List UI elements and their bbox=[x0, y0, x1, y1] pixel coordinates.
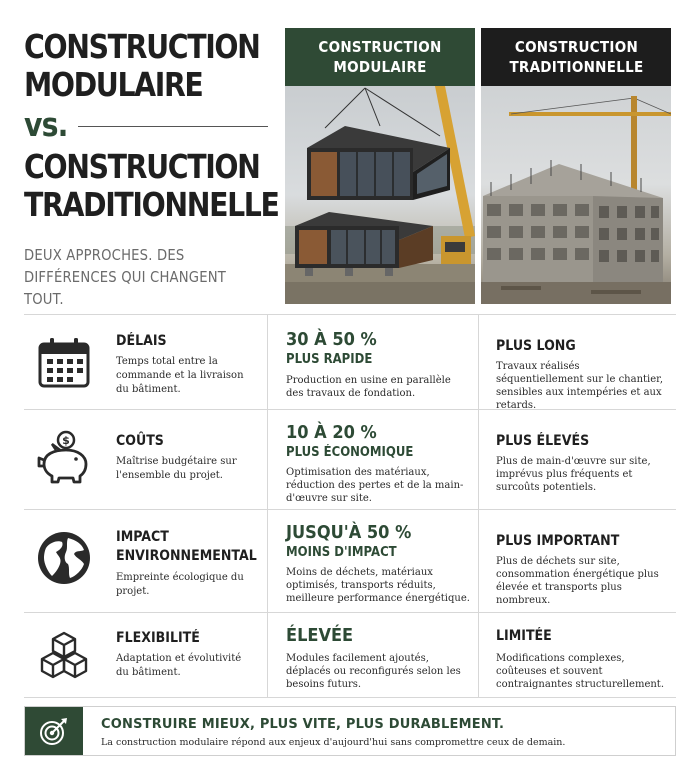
subtitle: DEUX APPROCHES. DES DIFFÉRENCES QUI CHANGENT TOUT. bbox=[24, 246, 227, 308]
row-title: FLEXIBILITÉ bbox=[116, 630, 200, 646]
title-line-1: CONSTRUCTION bbox=[24, 27, 260, 66]
modular-value: 30 À 50 % bbox=[286, 329, 377, 350]
traditional-description: Travaux réalisés séquentiellement sur le chantier, sensibles aux intempéries et aux retards. bbox=[496, 361, 664, 411]
svg-text:$: $ bbox=[62, 434, 70, 447]
traditional-construction-photo bbox=[481, 86, 671, 304]
column-header-modular bbox=[285, 28, 475, 86]
column-divider bbox=[267, 510, 268, 612]
modular-value-sub: PLUS RAPIDE bbox=[286, 352, 373, 367]
target-icon bbox=[39, 716, 69, 746]
column-header-modular-label: CONSTRUCTION MODULAIRE bbox=[318, 38, 442, 76]
column-header-traditional bbox=[481, 28, 671, 86]
row-title: DÉLAIS bbox=[116, 333, 167, 349]
main-title bbox=[24, 27, 279, 224]
vs-label: vs. bbox=[24, 105, 68, 144]
traditional-value: PLUS LONG bbox=[496, 338, 576, 354]
piggy-bank-icon bbox=[36, 430, 92, 486]
row-description: Maîtrise budgétaire sur l'ensemble du projet. bbox=[116, 456, 237, 481]
table-row-couts bbox=[24, 409, 676, 509]
vs-row bbox=[24, 106, 274, 144]
modular-value: ÉLEVÉE bbox=[286, 625, 354, 646]
banner-title: CONSTRUIRE MIEUX, PLUS VITE, PLUS DURABLEMENT. bbox=[101, 717, 505, 732]
table-row-delais bbox=[24, 314, 676, 409]
conclusion-banner bbox=[24, 706, 676, 756]
traditional-description: Modifications complexes, coûteuses et souvent contraignantes structurellement. bbox=[496, 653, 664, 690]
row-title: IMPACT ENVIRONNEMENTAL bbox=[116, 529, 257, 564]
traditional-description: Plus de déchets sur site, consommation énergétique plus élevée et transports plus nombreux. bbox=[496, 556, 659, 606]
banner-icon-box bbox=[25, 707, 83, 755]
row-description: Empreinte écologique du projet. bbox=[116, 572, 244, 597]
title-line-3: CONSTRUCTION bbox=[24, 147, 260, 186]
globe-icon bbox=[36, 530, 92, 586]
modular-photo-illustration bbox=[285, 86, 475, 304]
column-divider bbox=[478, 510, 479, 612]
banner-text: La construction modulaire répond aux enjeux d'aujourd'hui sans compromettre ceux de demain. bbox=[101, 737, 566, 748]
traditional-value: PLUS IMPORTANT bbox=[496, 533, 620, 549]
traditional-value: LIMITÉE bbox=[496, 628, 552, 644]
column-divider bbox=[267, 613, 268, 697]
title-line-4: TRADITIONNELLE bbox=[24, 185, 279, 224]
traditional-photo-illustration bbox=[481, 86, 671, 304]
calendar-icon bbox=[36, 335, 92, 391]
row-description: Adaptation et évolutivité du bâtiment. bbox=[116, 653, 242, 678]
column-divider bbox=[267, 315, 268, 409]
row-description: Temps total entre la commande et la livraison du bâtiment. bbox=[116, 356, 244, 395]
traditional-value: PLUS ÉLEVÉS bbox=[496, 433, 590, 449]
modular-description: Modules facilement ajoutés, déplacés ou reconfigurés selon les besoins futurs. bbox=[286, 653, 461, 690]
modular-value: JUSQU'À 50 % bbox=[286, 522, 412, 543]
vs-divider bbox=[78, 126, 268, 127]
column-divider bbox=[478, 410, 479, 509]
cubes-icon bbox=[36, 629, 92, 685]
column-divider bbox=[478, 613, 479, 697]
table-row-impact bbox=[24, 509, 676, 612]
table-row-flexibilite bbox=[24, 612, 676, 698]
column-divider bbox=[267, 410, 268, 509]
modular-value-sub: MOINS D'IMPACT bbox=[286, 545, 397, 560]
modular-value-sub: PLUS ÉCONOMIQUE bbox=[286, 445, 414, 460]
column-header-traditional-label: CONSTRUCTION TRADITIONNELLE bbox=[508, 38, 644, 76]
row-title: COÛTS bbox=[116, 433, 164, 449]
modular-construction-photo bbox=[285, 86, 475, 304]
modular-description: Optimisation des matériaux, réduction des pertes et de la main-d'œuvre sur site. bbox=[286, 467, 464, 504]
traditional-description: Plus de main-d'œuvre sur site, imprévus plus fréquents et surcoûts potentiels. bbox=[496, 456, 651, 493]
column-divider bbox=[478, 315, 479, 409]
modular-description: Production en usine en parallèle des travaux de fondation. bbox=[286, 375, 451, 399]
modular-value: 10 À 20 % bbox=[286, 422, 377, 443]
title-line-2: MODULAIRE bbox=[24, 65, 203, 104]
modular-description: Moins de déchets, matériaux optimisés, transports réduits, meilleure performance énergétique. bbox=[286, 567, 470, 604]
